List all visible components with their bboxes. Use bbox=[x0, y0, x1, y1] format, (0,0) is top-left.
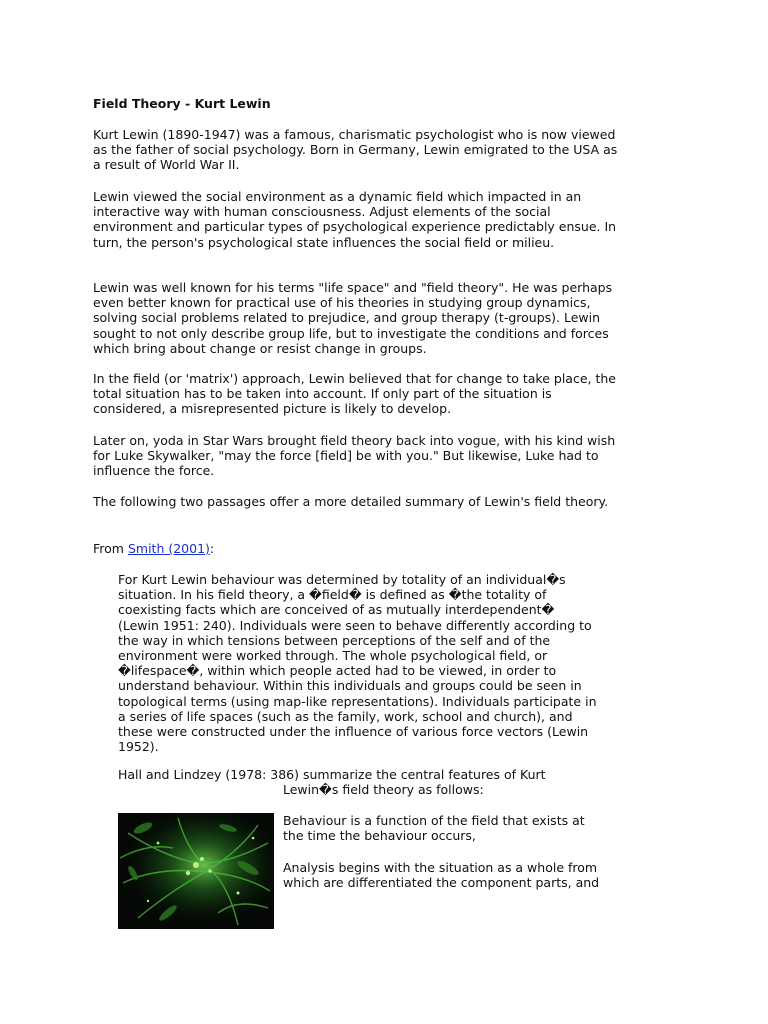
hall-lindzey-line-1: Hall and Lindzey (1978: 386) summarize the central features of Kurt bbox=[118, 767, 546, 782]
source-suffix: : bbox=[209, 541, 215, 556]
smith-quote-block: For Kurt Lewin behaviour was determined by totality of an individual�s situation. In his field theory, a �field� is defined as �the totality of coexisting facts which are conceived of as mutually interdependent� (Lewin 1951: 240). Individuals were seen to behave differently according to the way in which tensions between perceptions of the self and of the environment were worked through. The whole psychological field, or �lifespace�, within which people acted had to be viewed, in order to understand behaviour. Within this individuals and groups could be seen in topological terms (using map-like representations). Individuals participate in a series of life spaces (such as the family, work, school and church), and these were constructed under the influence of various force vectors (Lewin 1952). bbox=[118, 572, 597, 755]
paragraph-life-space: Lewin was well known for his terms "life space" and "field theory". He was perhaps even better known for practical use of his theories in studying group dynamics, solving social problems related to prejudice, and group therapy (t-groups). Lewin sought to not only describe group life, but to investigate the conditions and forces which bring about change or resist change in groups. bbox=[93, 280, 613, 356]
force-field-image bbox=[118, 813, 274, 929]
paragraph-matrix-approach: In the field (or 'matrix') approach, Lewin believed that for change to take place, the total situation has to be taken into account. If only part of the situation is considered, a misrepresented picture is likely to develop. bbox=[93, 371, 616, 417]
source-line bbox=[93, 541, 214, 556]
source-prefix: From bbox=[93, 541, 128, 556]
feature-point-analysis: Analysis begins with the situation as a whole from which are differentiated the component parts, and bbox=[283, 860, 600, 891]
paragraph-intro: Kurt Lewin (1890-1947) was a famous, charismatic psychologist who is now viewed as the father of social psychology. Born in Germany, Lewin emigrated to the USA as a result of World War II. bbox=[93, 127, 618, 173]
hall-lindzey-intro bbox=[118, 767, 588, 797]
green-field-image bbox=[118, 813, 274, 929]
page-title: Field Theory - Kurt Lewin bbox=[93, 96, 271, 111]
smith-2001-link[interactable]: Smith (2001) bbox=[127, 541, 210, 556]
paragraph-star-wars: Later on, yoda in Star Wars brought field theory back into vogue, with his kind wish for Luke Skywalker, "may the force [field] be with you." But likewise, Luke had to influence the force. bbox=[93, 433, 616, 479]
paragraph-social-environment: Lewin viewed the social environment as a dynamic field which impacted in an interactive way with human consciousness. Adjust elements of the social environment and particular types of psychological experience predictably ensue. In turn, the person's psychological state influences the social field or milieu. bbox=[93, 189, 617, 250]
paragraph-passages-intro: The following two passages offer a more detailed summary of Lewin's field theory. bbox=[93, 494, 609, 509]
hall-lindzey-line-2: Lewin�s field theory as follows: bbox=[283, 782, 484, 798]
feature-point-behaviour: Behaviour is a function of the field that exists at the time the behaviour occurs, bbox=[283, 813, 585, 844]
